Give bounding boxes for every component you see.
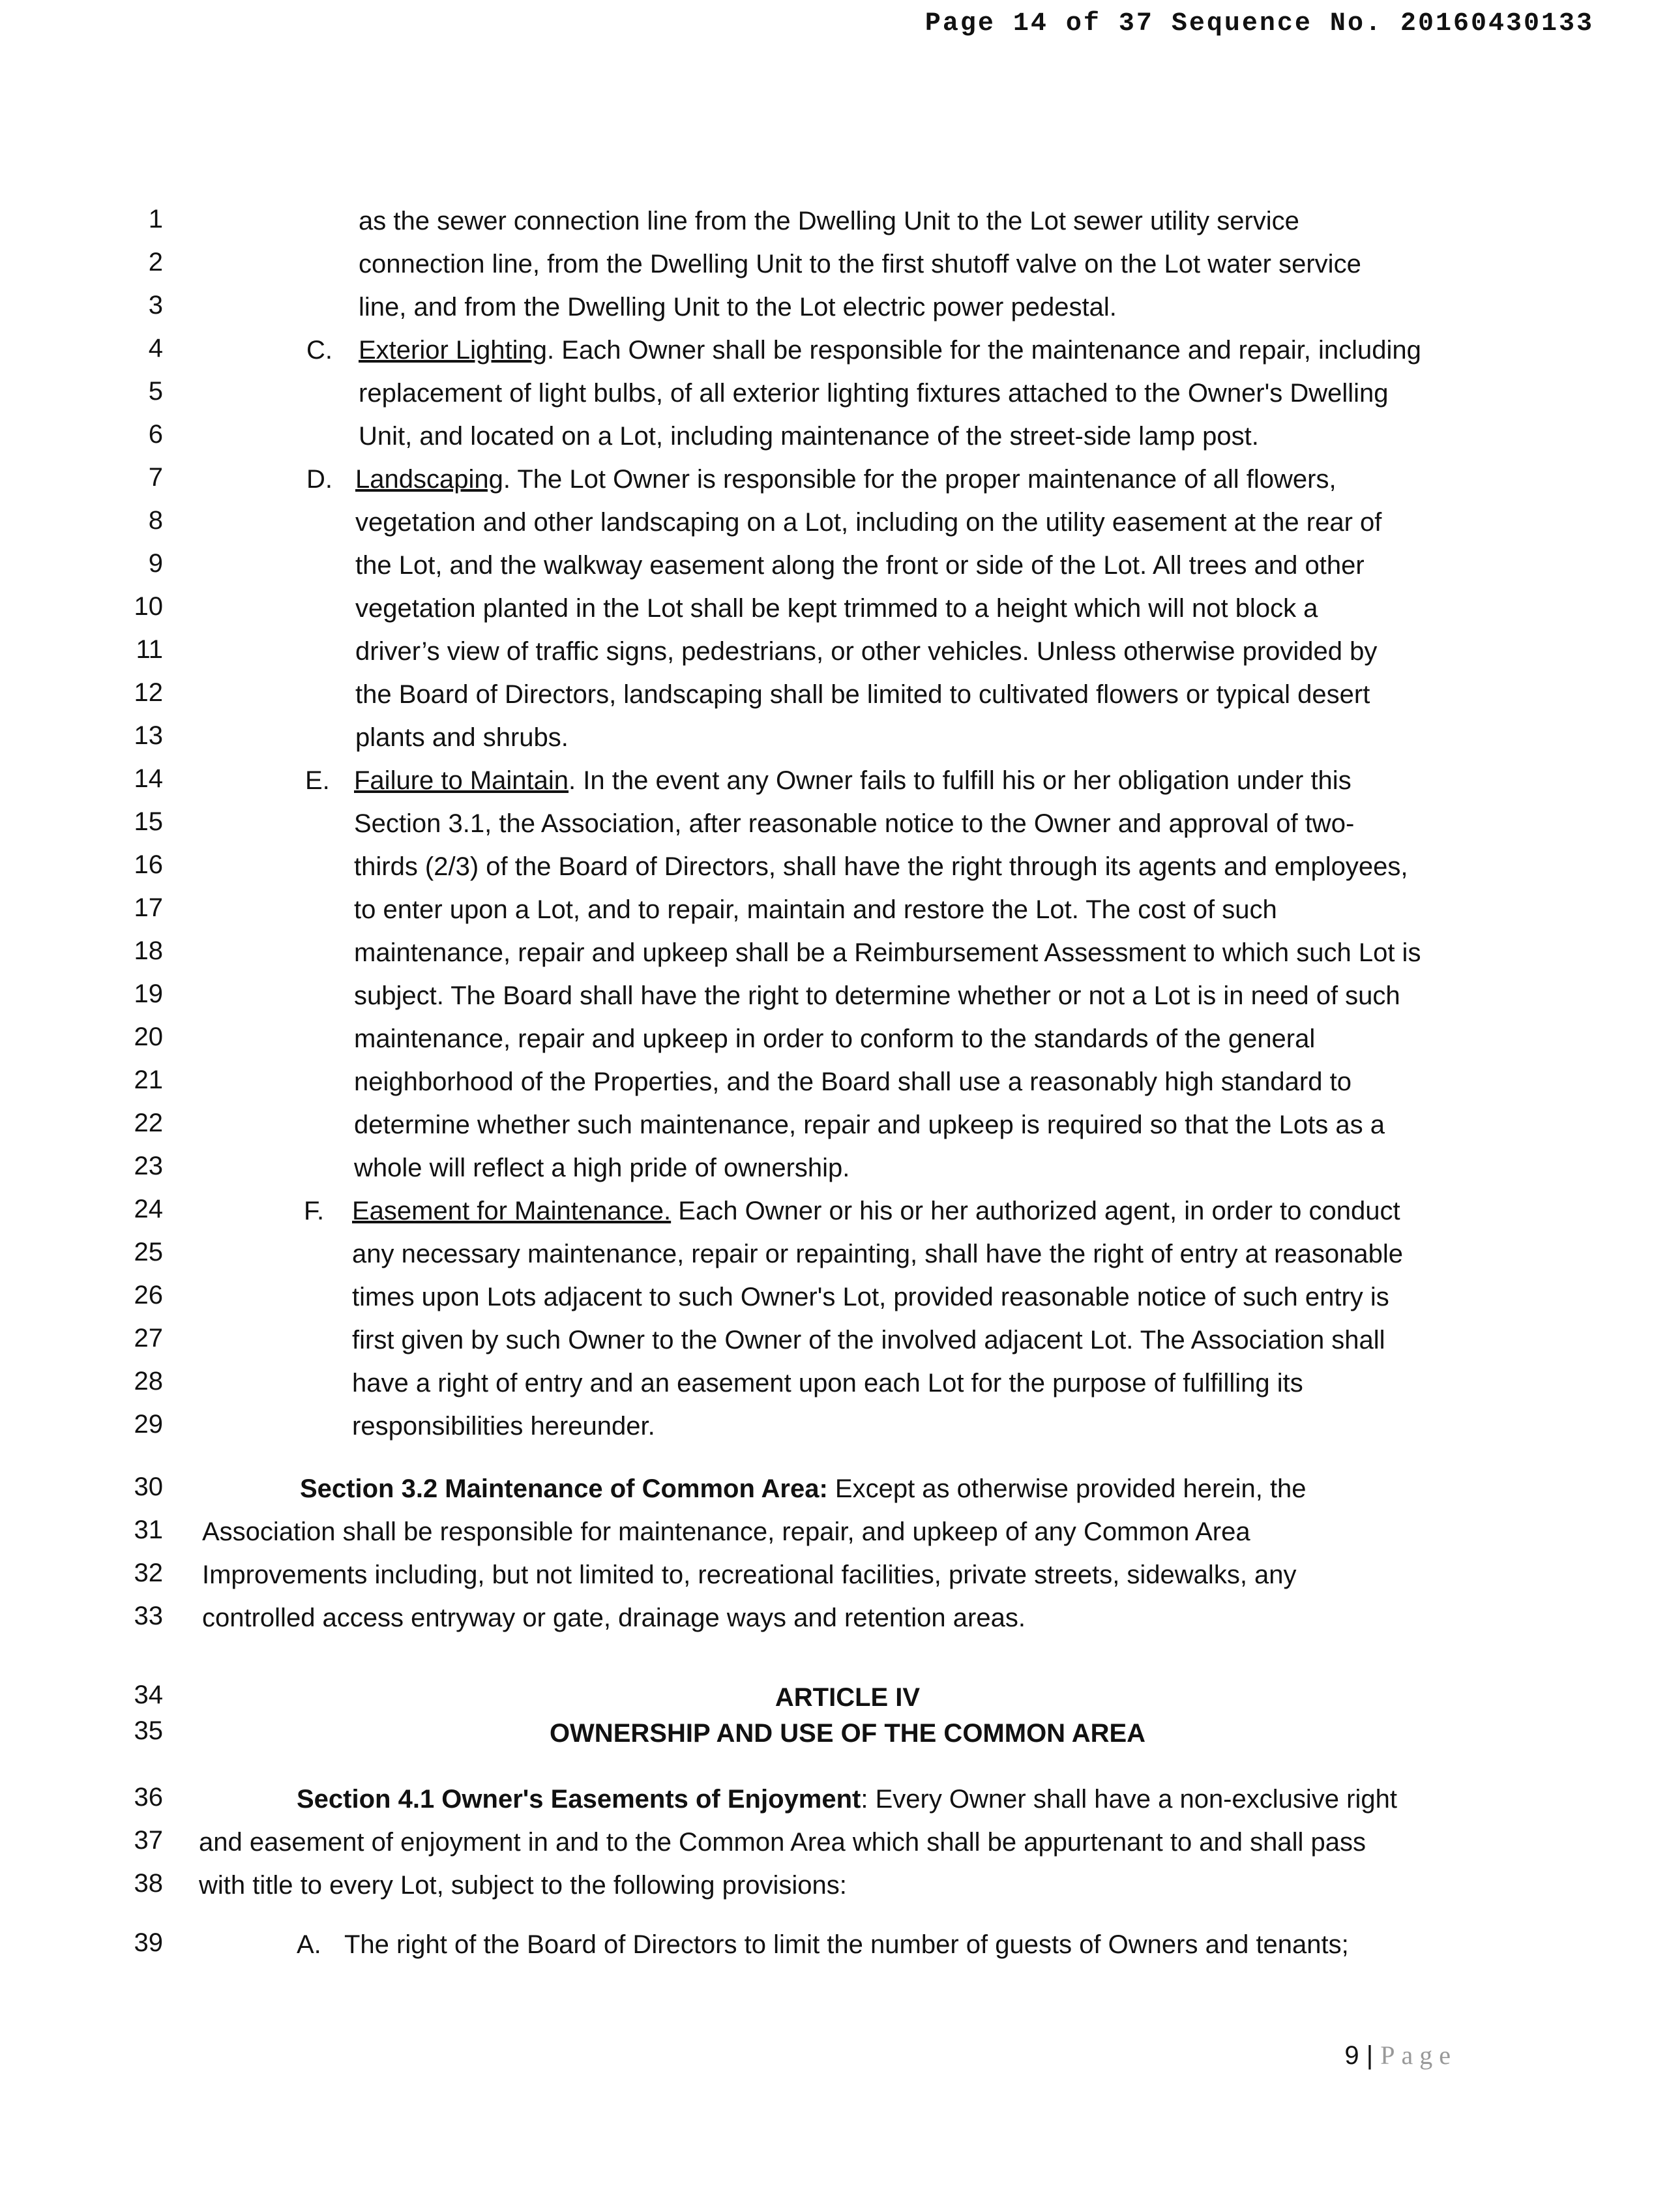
section-heading-line: Section 3.2 Maintenance of Common Area: Except as otherwise provided herein, the: [300, 1474, 1307, 1503]
text-line: as the sewer connection line from the Dwelling Unit to the Lot sewer utility service: [359, 207, 1299, 235]
line-number: 25: [134, 1238, 163, 1266]
line-number: 15: [134, 807, 163, 836]
line-number: 31: [134, 1516, 163, 1544]
line-number: 8: [148, 506, 163, 535]
line-number: 14: [134, 764, 163, 793]
line-number: 29: [134, 1410, 163, 1439]
line-number: 13: [134, 721, 163, 750]
line-number: 6: [148, 420, 163, 449]
line-number: 33: [134, 1602, 163, 1630]
text-line: Exterior Lighting. Each Owner shall be responsible for the maintenance and repair, including: [359, 336, 1421, 365]
text-line: neighborhood of the Properties, and the Board shall use a reasonably high standard to: [354, 1068, 1351, 1096]
line-number: 5: [148, 377, 163, 406]
page-word: Page: [1380, 2040, 1457, 2070]
text-line: determine whether such maintenance, repair and upkeep is required so that the Lots as a: [354, 1111, 1385, 1139]
text-line: subject. The Board shall have the right to determine whether or not a Lot is in need of such: [354, 981, 1400, 1010]
list-marker: E.: [305, 766, 330, 795]
line-number: 9: [148, 549, 163, 578]
line-number: 18: [134, 936, 163, 965]
text-line: maintenance, repair and upkeep shall be a Reimbursement Assessment to which such Lot is: [354, 938, 1421, 967]
text-line: Section 3.1, the Association, after reasonable notice to the Owner and approval of two-: [354, 809, 1355, 838]
item-heading: Exterior Lighting: [359, 336, 548, 365]
line-number: 30: [134, 1472, 163, 1501]
text-line: vegetation planted in the Lot shall be kept trimmed to a height which will not block a: [355, 594, 1318, 623]
document-header: Page 14 of 37 Sequence No. 20160430133: [924, 9, 1594, 38]
line-number: 2: [148, 248, 163, 276]
line-number: 20: [134, 1023, 163, 1051]
line-number: 32: [134, 1559, 163, 1587]
line-number: 35: [134, 1716, 163, 1745]
line-number: 1: [148, 205, 163, 233]
text-line: and easement of enjoyment in and to the Common Area which shall be appurtenant to and shall pass: [199, 1828, 1366, 1857]
text-line: The right of the Board of Directors to limit the number of guests of Owners and tenants;: [344, 1930, 1349, 1959]
article-number: ARTICLE IV: [775, 1683, 921, 1712]
text-line: plants and shrubs.: [355, 723, 569, 752]
text-line: connection line, from the Dwelling Unit to the first shutoff valve on the Lot water service: [359, 250, 1361, 278]
line-number: 37: [134, 1826, 163, 1855]
text-line: Landscaping. The Lot Owner is responsible for the proper maintenance of all flowers,: [355, 465, 1337, 494]
text-line: Failure to Maintain. In the event any Owner fails to fulfill his or her obligation under this: [354, 766, 1351, 795]
page-footer: [1344, 2040, 1457, 2070]
item-heading: Landscaping: [355, 465, 503, 494]
text-line: whole will reflect a high pride of ownership.: [354, 1154, 850, 1182]
line-number: 21: [134, 1066, 163, 1094]
line-number: 3: [148, 291, 163, 320]
page-number: 9: [1344, 2041, 1359, 2070]
text-line: Easement for Maintenance. Each Owner or his or her authorized agent, in order to conduct: [352, 1197, 1400, 1225]
text-line: line, and from the Dwelling Unit to the Lot electric power pedestal.: [359, 293, 1117, 321]
line-number: 24: [134, 1195, 163, 1223]
line-number: 28: [134, 1367, 163, 1396]
line-number: 16: [134, 850, 163, 879]
text-line: the Board of Directors, landscaping shall be limited to cultivated flowers or typical desert: [355, 680, 1370, 709]
text-line: the Lot, and the walkway easement along the front or side of the Lot. All trees and other: [355, 551, 1365, 580]
line-number: 39: [134, 1928, 163, 1957]
text-line: to enter upon a Lot, and to repair, maintain and restore the Lot. The cost of such: [354, 895, 1277, 924]
text-line: vegetation and other landscaping on a Lot, including on the utility easement at the rear of: [355, 508, 1382, 537]
text-line: times upon Lots adjacent to such Owner's Lot, provided reasonable notice of such entry is: [352, 1283, 1389, 1311]
list-marker: A.: [297, 1930, 321, 1959]
text-line: Association shall be responsible for maintenance, repair, and upkeep of any Common Area: [202, 1517, 1250, 1546]
line-number: 34: [134, 1681, 163, 1709]
line-number: 4: [148, 334, 163, 363]
line-number: 7: [148, 463, 163, 492]
section-heading-line: Section 4.1 Owner's Easements of Enjoyment: Every Owner shall have a non-exclusive right: [297, 1785, 1397, 1814]
text-line: have a right of entry and an easement upon each Lot for the purpose of fulfilling its: [352, 1369, 1303, 1397]
text-line: first given by such Owner to the Owner of the involved adjacent Lot. The Association shall: [352, 1326, 1385, 1354]
line-number: 23: [134, 1152, 163, 1180]
list-marker: D.: [306, 465, 332, 494]
line-number: 11: [136, 635, 163, 664]
text-line: replacement of light bulbs, of all exterior lighting fixtures attached to the Owner's Dwelling: [359, 379, 1389, 408]
list-marker: C.: [306, 336, 332, 365]
line-number: 10: [134, 592, 163, 621]
list-marker: F.: [304, 1197, 325, 1225]
text-line: Improvements including, but not limited to, recreational facilities, private streets, sidewalks, any: [202, 1561, 1297, 1589]
line-number: 17: [134, 893, 163, 922]
item-heading: Failure to Maintain: [354, 766, 569, 795]
line-number: 36: [134, 1783, 163, 1812]
text-line: Unit, and located on a Lot, including maintenance of the street-side lamp post.: [359, 422, 1259, 451]
line-number: 38: [134, 1869, 163, 1898]
line-number: 26: [134, 1281, 163, 1309]
text-line: controlled access entryway or gate, drainage ways and retention areas.: [202, 1604, 1026, 1632]
line-number: 22: [134, 1109, 163, 1137]
line-number: 19: [134, 979, 163, 1008]
text-line: driver’s view of traffic signs, pedestrians, or other vehicles. Unless otherwise provided by: [355, 637, 1378, 666]
footer-separator: |: [1366, 2041, 1374, 2070]
text-line: any necessary maintenance, repair or repainting, shall have the right of entry at reasonable: [352, 1240, 1404, 1268]
text-line: maintenance, repair and upkeep in order to conform to the standards of the general: [354, 1024, 1316, 1053]
section-heading: Section 4.1 Owner's Easements of Enjoyment: [297, 1785, 861, 1814]
text-line: responsibilities hereunder.: [352, 1412, 655, 1441]
section-heading: Section 3.2 Maintenance of Common Area:: [300, 1474, 828, 1503]
line-number: 27: [134, 1324, 163, 1353]
text-line: with title to every Lot, subject to the following provisions:: [199, 1871, 847, 1900]
line-number: 12: [134, 678, 163, 707]
text-line: thirds (2/3) of the Board of Directors, shall have the right through its agents and employees,: [354, 852, 1408, 881]
article-title: OWNERSHIP AND USE OF THE COMMON AREA: [549, 1719, 1146, 1748]
item-heading: Easement for Maintenance.: [352, 1197, 672, 1225]
